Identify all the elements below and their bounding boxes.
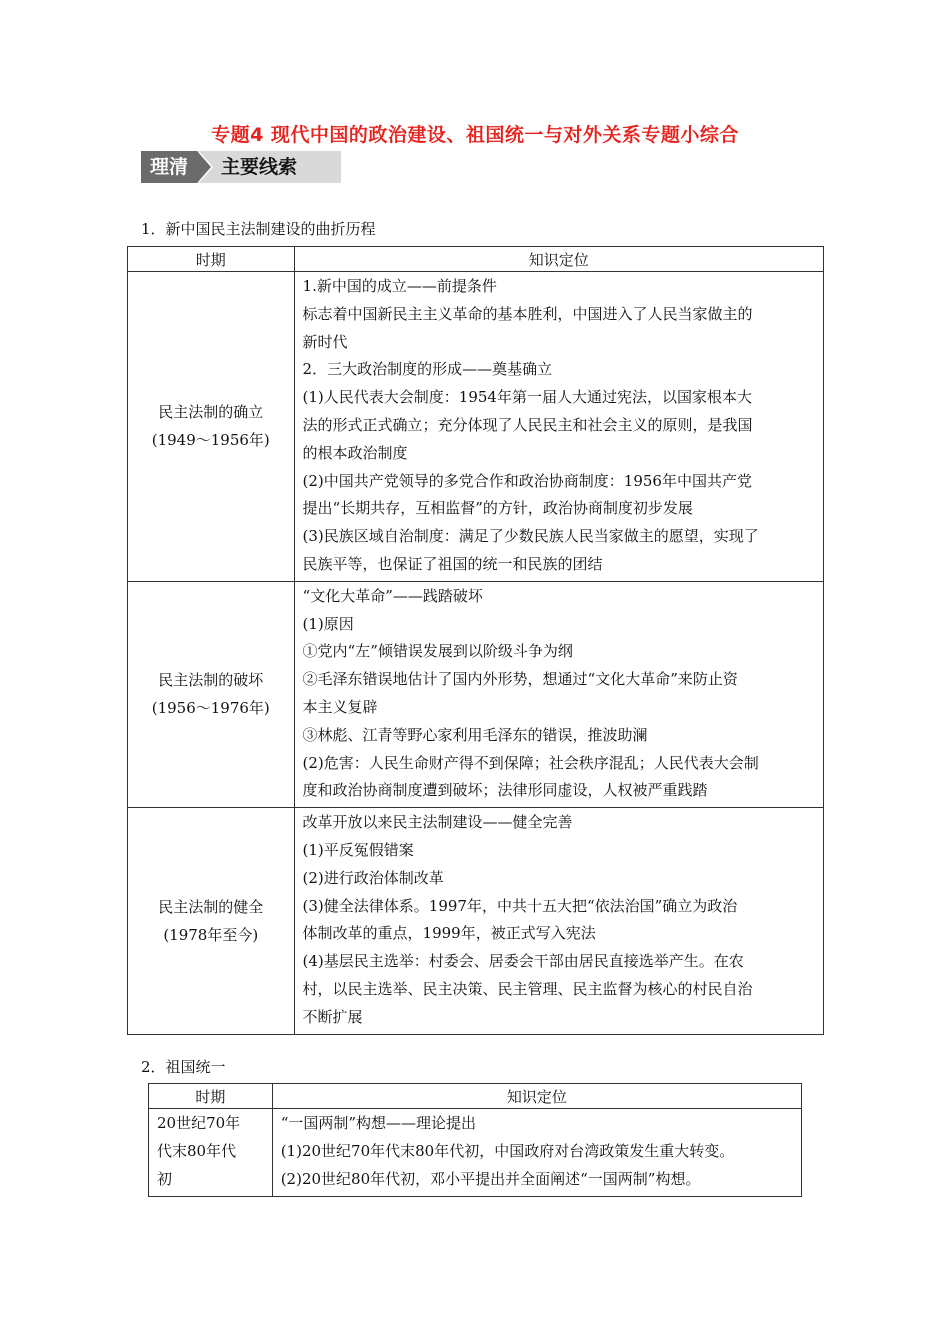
period-cell — [149, 1109, 273, 1197]
section1-heading: 1．新中国民主法制建设的曲折历程 — [141, 220, 376, 238]
content-line: (1)人民代表大会制度：1954年第一届人大通过宪法，以国家根本大 — [302, 388, 752, 407]
content-cell — [294, 581, 823, 807]
content-line: 度和政治协商制度遭到破坏；法律形同虚设，人权被严重践踏 — [302, 781, 708, 800]
column-header: 时期 — [128, 247, 295, 272]
content-line: 提出“长期共存，互相监督”的方针，政治协商制度初步发展 — [302, 499, 693, 518]
period-cell — [128, 272, 295, 582]
content-line: (1)原因 — [302, 614, 354, 633]
content-line: 标志着中国新民主主义革命的基本胜利，中国进入了人民当家做主的 — [302, 304, 753, 323]
column-header: 知识定位 — [272, 1084, 801, 1109]
table-row — [149, 1109, 802, 1197]
banner-label-right-box — [197, 151, 341, 183]
content-line: 法的形式正式确立；充分体现了人民民主和社会主义的原则，是我国 — [302, 415, 753, 434]
content-line: 2．三大政治制度的形成——奠基确立 — [302, 360, 553, 379]
table-header-row — [149, 1084, 802, 1109]
period-text: 民主法制的破坏 — [158, 671, 264, 690]
table-row — [128, 581, 824, 807]
content-line: 的根本政治制度 — [302, 443, 408, 462]
content-line: “一国两制”构想——理论提出 — [280, 1114, 477, 1132]
content-line: 村，以民主选举、民主决策、民主管理、民主监督为核心的村民自治 — [302, 979, 753, 998]
content-line: 体制改革的重点，1999年，被正式写入宪法 — [302, 924, 596, 943]
banner-label-right: 主要线索 — [221, 156, 298, 178]
period-years: (1978年至今) — [163, 925, 259, 944]
period-years: (1949～1956年) — [151, 431, 270, 450]
content-line: ②毛泽东错误地估计了国内外形势，想通过“文化大革命”来防止资 — [302, 670, 738, 689]
content-line: ①党内“左”倾错误发展到以阶级斗争为纲 — [302, 642, 573, 661]
period-text: 民主法制的健全 — [158, 897, 264, 916]
content-line: 民族平等，也保证了祖国的统一和民族的团结 — [302, 554, 603, 573]
period-cell — [128, 581, 295, 807]
content-line: “文化大革命”——践踏破坏 — [302, 586, 483, 605]
content-line: 新时代 — [302, 332, 348, 351]
content-line: (2)20世纪80年代初，邓小平提出并全面阐述“一国两制”构想。 — [280, 1170, 701, 1188]
content-line: (3)民族区域自治制度：满足了少数民族人民当家做主的愿望，实现了 — [302, 527, 759, 546]
column-header: 时期 — [149, 1084, 273, 1109]
section2-heading: 2．祖国统一 — [141, 1058, 226, 1076]
page-title: 专题4 现代中国的政治建设、祖国统一与对外关系专题小综合 — [211, 124, 739, 146]
content-line: (1)平反冤假错案 — [302, 840, 414, 859]
period-text: 20世纪70年 — [157, 1114, 241, 1132]
banner-arrow-icon — [197, 151, 211, 183]
section-banner — [141, 151, 341, 183]
period-text: 初 — [157, 1170, 173, 1188]
democracy-table — [127, 246, 824, 1035]
content-line: 不断扩展 — [302, 1007, 363, 1026]
content-line: (2)进行政治体制改革 — [302, 868, 444, 887]
content-line: 改革开放以来民主法制建设——健全完善 — [302, 813, 573, 832]
content-line: (1)20世纪70年代末80年代初，中国政府对台湾政策发生重大转变。 — [280, 1142, 735, 1160]
period-years: (1956～1976年) — [151, 699, 270, 718]
content-cell — [294, 808, 823, 1034]
content-line: 1.新中国的成立——前提条件 — [302, 277, 497, 295]
banner-label-left: 理清 — [141, 151, 197, 183]
table-row — [128, 808, 824, 1034]
content-line: 本主义复辟 — [302, 697, 378, 716]
content-cell — [294, 272, 823, 582]
period-text: 代末80年代 — [157, 1142, 237, 1160]
period-text: 民主法制的确立 — [158, 403, 264, 422]
column-header: 知识定位 — [294, 247, 823, 272]
table-header-row — [128, 247, 824, 272]
reunification-table — [148, 1083, 802, 1197]
content-line: ③林彪、江青等野心家利用毛泽东的错误，推波助澜 — [302, 725, 648, 744]
content-cell — [272, 1109, 801, 1197]
period-cell — [128, 808, 295, 1034]
table-row — [128, 272, 824, 582]
content-line: (2)危害：人民生命财产得不到保障；社会秩序混乱；人民代表大会制 — [302, 753, 759, 772]
content-line: (3)健全法律体系。1997年，中共十五大把“依法治国”确立为政治 — [302, 896, 738, 915]
content-line: (4)基层民主选举：村委会、居委会干部由居民直接选举产生。在农 — [302, 952, 744, 971]
content-line: (2)中国共产党领导的多党合作和政治协商制度：1956年中国共产党 — [302, 471, 752, 490]
